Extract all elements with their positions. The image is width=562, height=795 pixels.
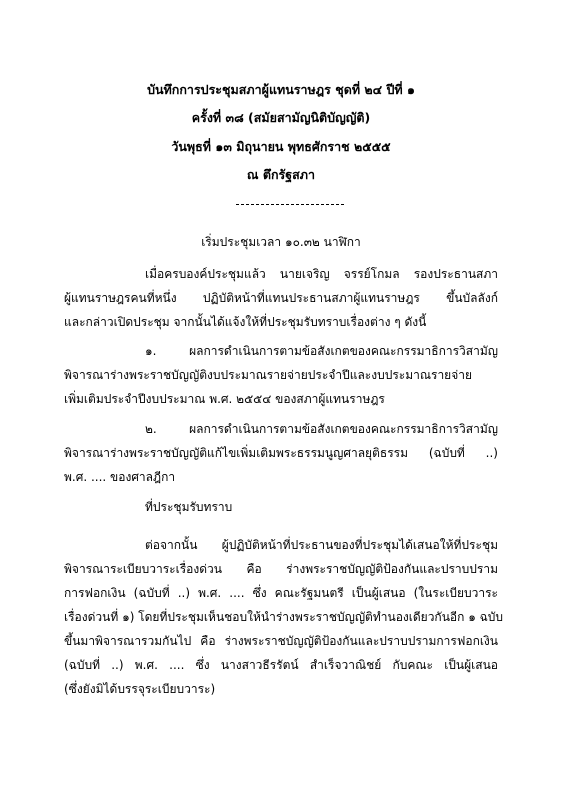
- header-divider: [236, 204, 344, 205]
- paragraph-line: ต่อจากนั้น ผู้ปฏิบัติหน้าที่ประธานของที่ประชุมได้เสนอให้ที่ประชุม: [145, 538, 498, 552]
- opening-time: เริ่มประชุมเวลา ๑๐.๓๒ นาฬิกา: [201, 235, 361, 249]
- agenda-item-2-line: ๒. ผลการดำเนินการตามข้อสังเกตของคณะกรรมาธิการวิสามัญ: [145, 422, 498, 436]
- acknowledged-note: ที่ประชุมรับทราบ: [145, 500, 233, 514]
- record-title: บันทึกการประชุมสภาผู้แทนราษฎร ชุดที่ ๒๔ ปีที่ ๑: [147, 82, 415, 97]
- meeting-venue: ณ ตึกรัฐสภา: [246, 167, 316, 182]
- agenda-item-2-line: พิจารณาร่างพระราชบัญญัติแก้ไขเพิ่มเติมพระธรรมนูญศาลยุติธรรม (ฉบับที่ ..): [64, 446, 498, 460]
- agenda-item-1-line: เพิ่มเติมประจำปีงบประมาณ พ.ศ. ๒๕๕๔ ของสภาผู้แทนราษฎร: [64, 392, 385, 406]
- paragraph-line: (ซึ่งยังมิได้บรรจุระเบียบวาระ): [64, 682, 216, 696]
- session-number: ครั้งที่ ๓๘ (สมัยสามัญนิติบัญญัติ): [191, 110, 371, 125]
- paragraph-line: ขึ้นมาพิจารณารวมกันไป คือ ร่างพระราชบัญญัติป้องกันและปราบปรามการฟอกเงิน: [64, 634, 498, 648]
- paragraph-line: และกล่าวเปิดประชุม จากนั้นได้แจ้งให้ที่ประชุมรับทราบเรื่องต่าง ๆ ดังนี้: [64, 315, 427, 329]
- agenda-item-2-line: พ.ศ. .... ของศาลฎีกา: [64, 470, 176, 484]
- paragraph-line: การฟอกเงิน (ฉบับที่ ..) พ.ศ. .... ซึ่ง คณะรัฐมนตรี เป็นผู้เสนอ (ในระเบียบวาระ: [64, 586, 498, 600]
- agenda-item-1-line: พิจารณาร่างพระราชบัญญัติงบประมาณรายจ่ายประจำปีและงบประมาณรายจ่าย: [64, 368, 473, 382]
- meeting-date: วันพุธที่ ๑๓ มิถุนายน พุทธศักราช ๒๕๕๕: [171, 139, 391, 154]
- paragraph-line: พิจารณาระเบียบวาระเรื่องด่วน คือ ร่างพระราชบัญญัติป้องกันและปราบปราม: [64, 562, 498, 576]
- agenda-item-1-line: ๑. ผลการดำเนินการตามข้อสังเกตของคณะกรรมาธิการวิสามัญ: [145, 344, 498, 358]
- paragraph-line: ผู้แทนราษฎรคนที่หนึ่ง ปฏิบัติหน้าที่แทนประธานสภาผู้แทนราษฎร ขึ้นบัลลังก์: [64, 291, 498, 305]
- paragraph-line: เรื่องด่วนที่ ๑) โดยที่ประชุมเห็นชอบให้นำร่างพระราชบัญญัติทำนองเดียวกันอีก ๑ ฉบับ: [64, 610, 504, 624]
- paragraph-line: เมื่อครบองค์ประชุมแล้ว นายเจริญ จรรย์โกมล รองประธานสภา: [145, 267, 498, 281]
- paragraph-line: (ฉบับที่ ..) พ.ศ. .... ซึ่ง นางสาวธีรรัตน์ สำเร็จวาณิชย์ กับคณะ เป็นผู้เสนอ: [64, 658, 498, 672]
